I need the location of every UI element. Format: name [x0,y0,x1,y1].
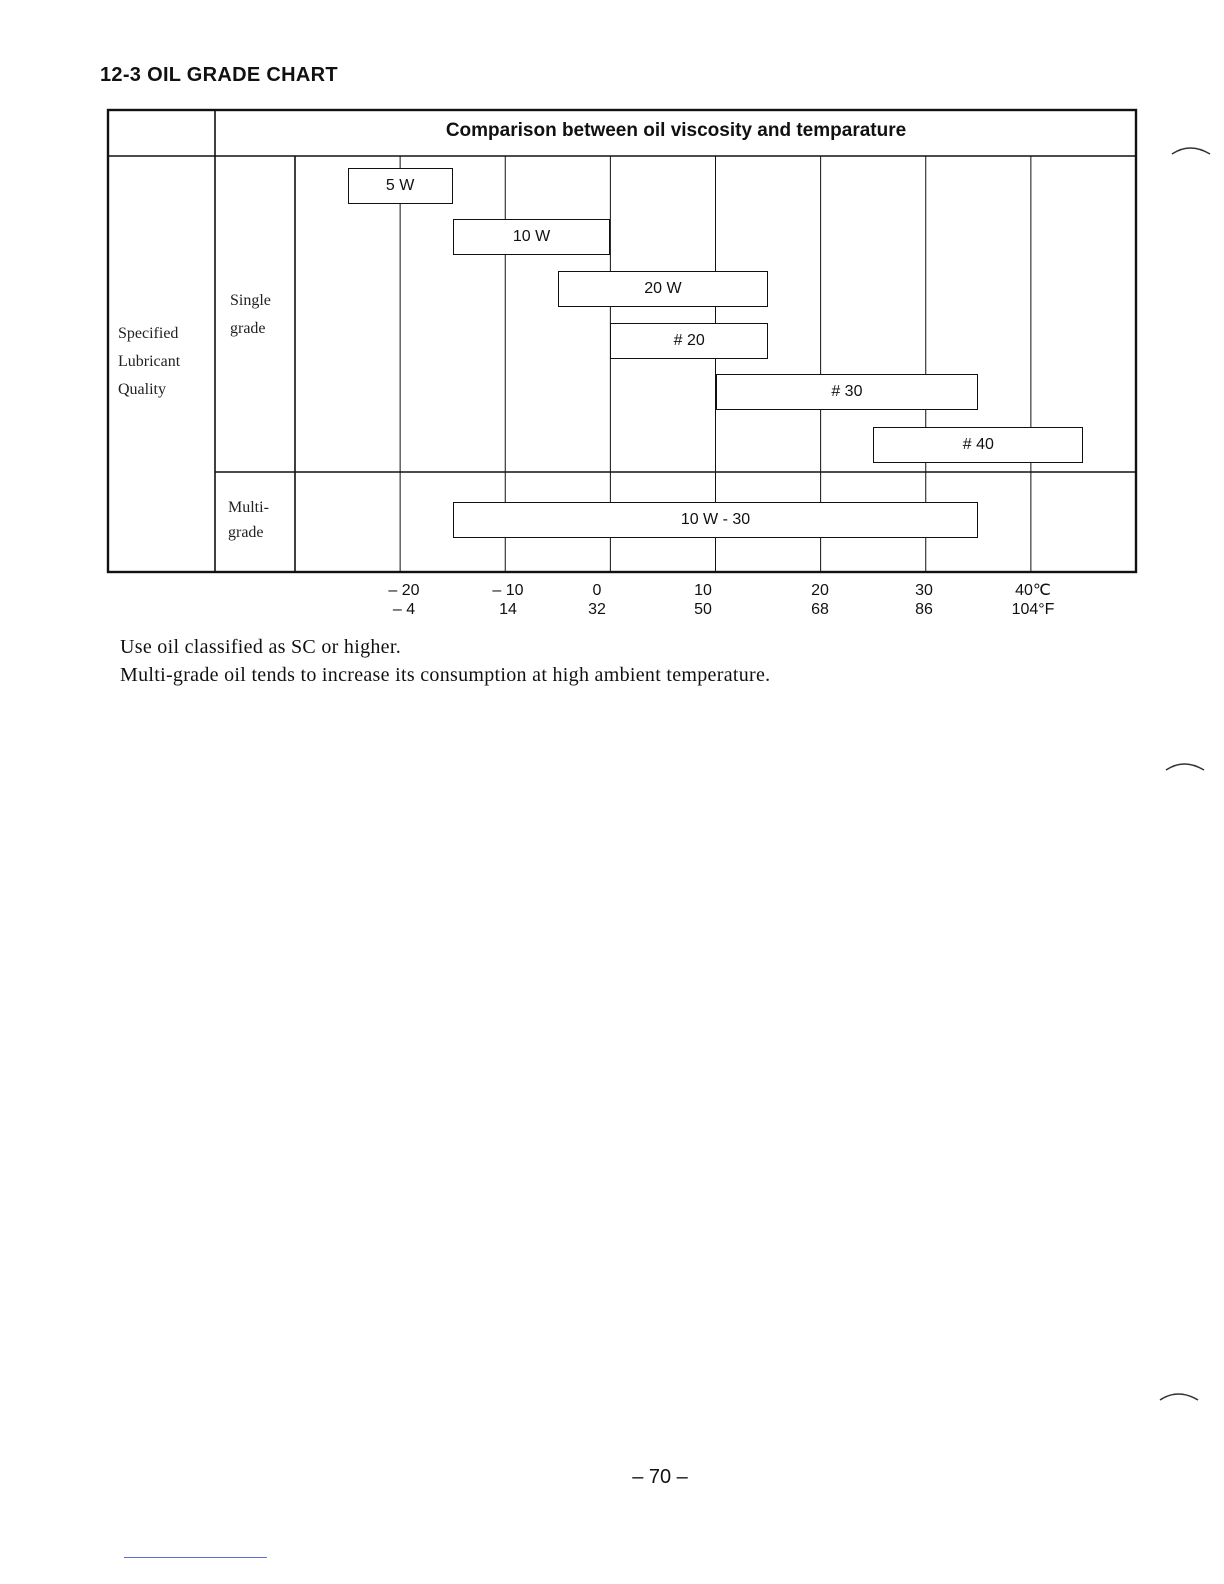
section-title: 12-3 OIL GRADE CHART [100,64,338,86]
chart-title: Comparison between oil viscosity and temparature [445,120,907,141]
tick-label-c: 10 [694,582,712,599]
band-30: # 30 [716,374,979,410]
oil-grade-chart [0,0,1224,640]
tick-label-f: 50 [694,601,712,618]
tick-label-c: 40℃ [1015,582,1051,599]
tick-label-c: 30 [915,582,933,599]
edge-mark-top [1170,140,1214,160]
bottom-rule [124,1557,267,1558]
single-grade-label: Single grade [230,292,271,337]
edge-mark-bottom [1158,1386,1202,1406]
edge-mark-middle [1164,756,1208,776]
tick-label-c: 0 [592,582,602,599]
tick-label-f: 32 [588,601,606,618]
tick-label-f: 104°F [1011,601,1055,618]
tick-label-f: 14 [499,601,517,618]
band-40: # 40 [873,427,1083,463]
band-20-w: 20 W [558,271,768,307]
note-oil-class: Use oil classified as SC or higher. [120,636,402,658]
page-number: – 70 – [632,1466,688,1488]
tick-label-c: 20 [811,582,829,599]
tick-label-c: – 20 [388,582,420,599]
band-10-w: 10 W [453,219,611,255]
tick-label-f: 68 [811,601,829,618]
specified-lubricant-quality-label: Specified Lubricant Quality [118,325,181,398]
tick-label-f: 86 [915,601,933,618]
band-10-w-30: 10 W - 30 [453,502,979,538]
band-5-w: 5 W [348,168,453,204]
band-20: # 20 [610,323,768,359]
tick-label-f: – 4 [392,601,416,618]
tick-label-c: – 10 [492,582,524,599]
multi-grade-label: Multi- grade [228,499,269,541]
chart-grid [0,0,1224,640]
note-multigrade-consumption: Multi-grade oil tends to increase its consumption at high ambient temperature. [120,664,771,686]
